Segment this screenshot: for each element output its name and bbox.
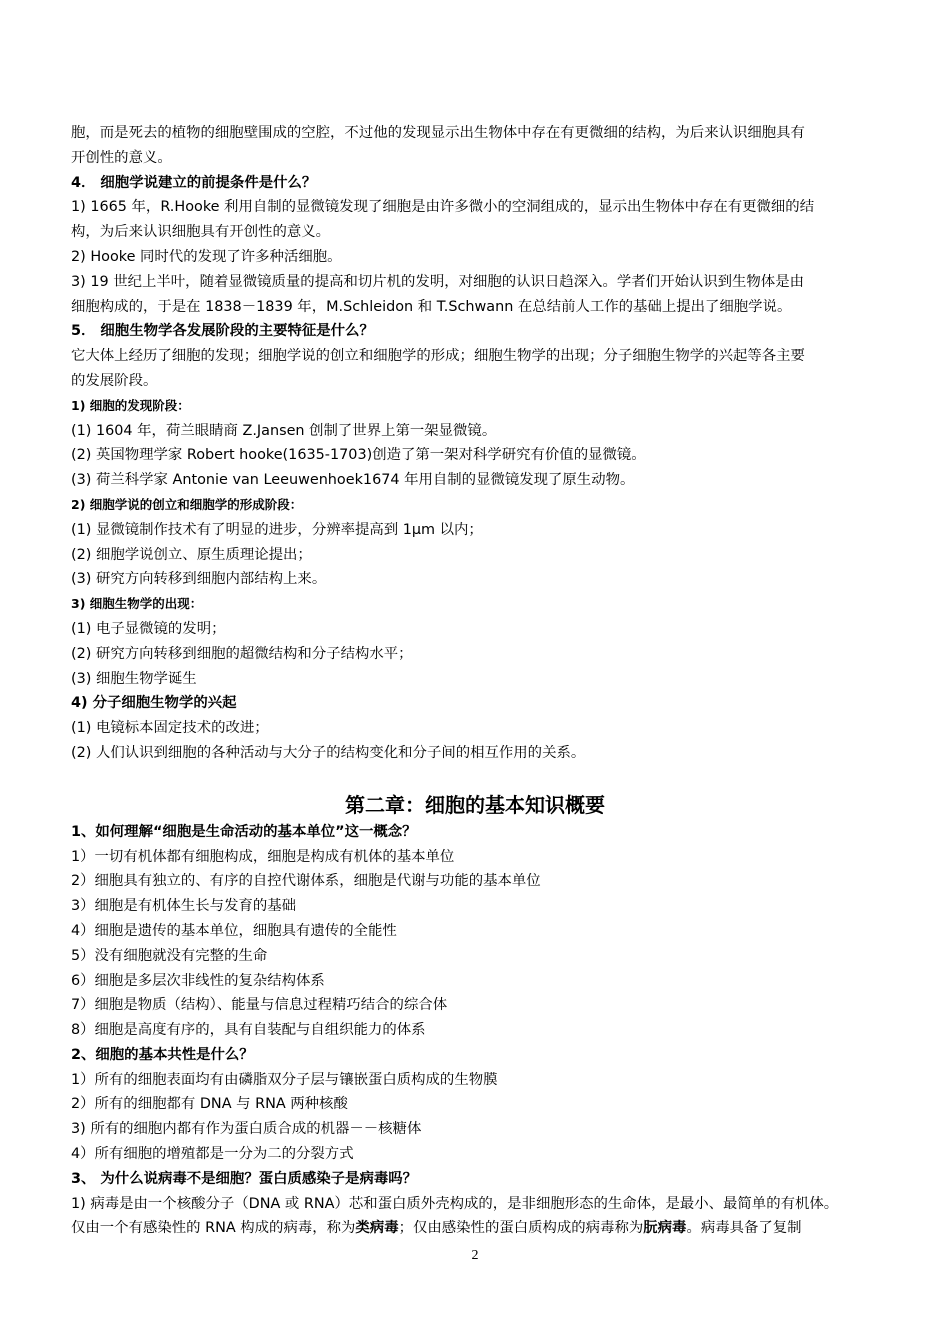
list-item: (1) 电镜标本固定技术的改进； (71, 720, 269, 737)
list-item: 1）一切有机体都有细胞构成，细胞是构成有机体的基本单位 (71, 848, 455, 865)
list-item: (1) 显微镜制作技术有了明显的进步，分辨率提高到 1μm 以内； (71, 521, 483, 538)
answer-line: 它大体上经历了细胞的发现；细胞学说的创立和细胞学的形成；细胞生物学的出现；分子细胞生物学的兴起等各主要 (71, 348, 805, 365)
question-heading: 2、细胞的基本共性是什么？ (71, 1046, 254, 1063)
paragraph-line: 胞，而是死去的植物的细胞壁围成的空腔，不过他的发现显示出生物体中存在有更微细的结构，为后来认识细胞具有 (71, 125, 805, 141)
text-run: ；仅由感染性的蛋白质构成的病毒称为 (398, 1220, 644, 1237)
text-run: 仅由一个有感染性的 RNA 构成的病毒，称为 (71, 1220, 356, 1237)
answer-line: 细胞构成的，于是在 1838－1839 年，M.Schleidon 和 T.Schwann 在总结前人工作的基础上提出了细胞学说。 (71, 298, 792, 315)
answer-line: 1) 病毒是由一个核酸分子（DNA 或 RNA）芯和蛋白质外壳构成的，是非细胞形态的生命体，是最小、最简单的有机体。 (71, 1195, 839, 1212)
paragraph-line: 开创性的意义。 (71, 149, 172, 166)
list-item: 3）细胞是有机体生长与发育的基础 (71, 898, 297, 915)
question-heading: 4． 细胞学说建立的前提条件是什么？ (71, 174, 317, 191)
question-heading: 1、如何理解“细胞是生命活动的基本单位”这一概念？ (71, 823, 417, 840)
list-item: 6）细胞是多层次非线性的复杂结构体系 (71, 972, 325, 989)
list-item: 8）细胞是高度有序的，具有自装配与自组织能力的体系 (71, 1022, 426, 1039)
stage-heading: 2) 细胞学说的创立和细胞学的形成阶段： (71, 496, 303, 512)
stage-heading: 1) 细胞的发现阶段： (71, 397, 190, 413)
list-item: 2）所有的细胞都有 DNA 与 RNA 两种核酸 (71, 1096, 348, 1113)
document-page (71, 121, 879, 1241)
list-item: (2) 英国物理学家 Robert hooke(1635-1703)创造了第一架对科学研究有价值的显微镜。 (71, 447, 646, 464)
list-item: (3) 研究方向转移到细胞内部结构上来。 (71, 571, 327, 588)
list-item: (2) 细胞学说创立、原生质理论提出； (71, 546, 312, 563)
list-item: (3) 荷兰科学家 Antonie van Leeuwenhoek1674 年用自制的显微镜发现了原生动物。 (71, 472, 635, 489)
answer-line: 3) 19 世纪上半叶，随着显微镜质量的提高和切片机的发明，对细胞的认识日趋深入。学者们开始认识到生物体是由 (71, 273, 804, 290)
list-item: 4）所有细胞的增殖都是一分为二的分裂方式 (71, 1146, 354, 1163)
text-run: 。病毒具备了复制 (686, 1220, 802, 1237)
answer-line (71, 1216, 879, 1241)
answer-line: 2) Hooke 同时代的发现了许多种活细胞。 (71, 248, 342, 265)
question-heading: 5． 细胞生物学各发展阶段的主要特征是什么？ (71, 323, 374, 340)
list-item: 2）细胞具有独立的、有序的自控代谢体系，细胞是代谢与功能的基本单位 (71, 873, 541, 890)
list-item: 7）细胞是物质（结构）、能量与信息过程精巧结合的综合体 (71, 997, 448, 1014)
list-item: 1）所有的细胞表面均有由磷脂双分子层与镶嵌蛋白质构成的生物膜 (71, 1071, 498, 1088)
list-item: 5）没有细胞就没有完整的生命 (71, 947, 268, 964)
term-prion: 朊病毒 (643, 1220, 687, 1237)
answer-line: 构，为后来认识细胞具有开创性的意义。 (71, 224, 331, 241)
stage-heading: 4) 分子细胞生物学的兴起 (71, 695, 237, 712)
list-item: (2) 人们认识到细胞的各种活动与大分子的结构变化和分子间的相互作用的关系。 (71, 744, 586, 761)
term-viroid: 类病毒 (355, 1220, 399, 1237)
list-item: (3) 细胞生物学诞生 (71, 670, 197, 687)
list-item: 4）细胞是遗传的基本单位，细胞具有遗传的全能性 (71, 922, 397, 939)
list-item: (1) 电子显微镜的发明； (71, 620, 226, 637)
answer-line: 1) 1665 年，R.Hooke 利用自制的显微镜发现了细胞是由许多微小的空洞组成的，显示出生物体中存在有更微细的结 (71, 199, 815, 216)
list-item: (1) 1604 年，荷兰眼睛商 Z.Jansen 创制了世界上第一架显微镜。 (71, 422, 497, 439)
list-item: (2) 研究方向转移到细胞的超微结构和分子结构水平； (71, 645, 413, 662)
stage-heading: 3) 细胞生物学的出现： (71, 596, 203, 612)
question-heading: 3、 为什么说病毒不是细胞？蛋白质感染子是病毒吗？ (71, 1170, 418, 1187)
page-number: 2 (471, 1248, 479, 1263)
list-item: 3) 所有的细胞内都有作为蛋白质合成的机器－－核糖体 (71, 1121, 422, 1138)
answer-line: 的发展阶段。 (71, 372, 158, 389)
chapter-title: 第二章：细胞的基本知识概要 (345, 792, 605, 817)
